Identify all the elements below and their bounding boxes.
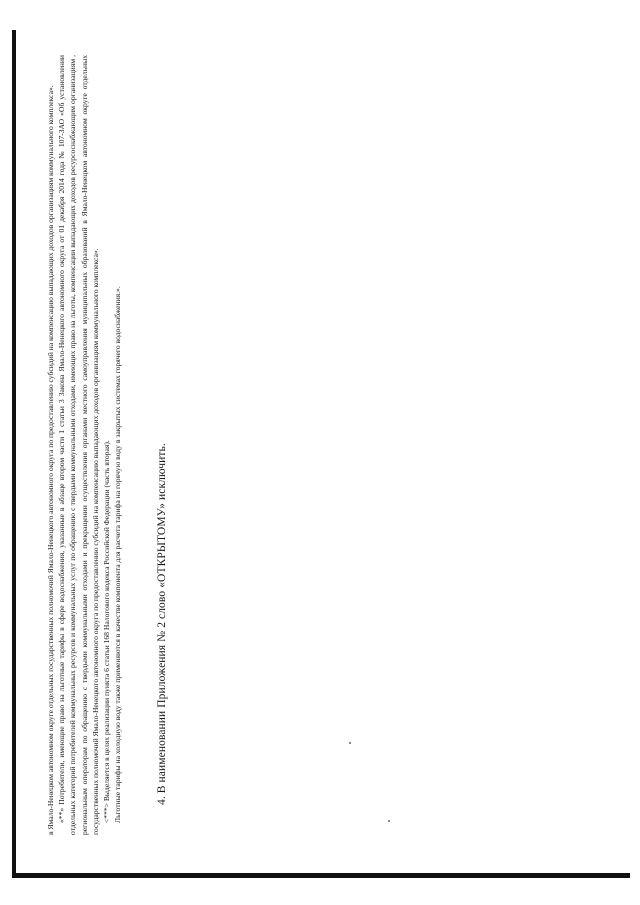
note-paragraph: Льготные тарифы на холодную воду также применяются в качестве компонента для расчета тарифа на горячую воду в закрытых системах горячего водоснабжения.».	[113, 286, 123, 823]
scan-edge-bottom	[12, 873, 630, 878]
footnote-2: «**» Потребители, имеющие право на льготные тарифы в сфере водоснабжения, указанные в абзаце втором части 1 статьи 3 Закона Ямало-Ненецкого автономного округа от 01 декабря 2014 года № 107-ЗАО «Об установлении отдельных категорий потребителей коммунальных ресурсов и коммунальных услуг по обращению с твердыми коммунальными отходами, имеющих право на льготы, компенсации выпадающих доходов ресурсоснабжающим организациям , региональным операторам по обращению с твердыми коммунальными отходами и прекращении осуществления органами местного самоуправления муниципальных образований в Ямало-Ненецком автономном округе отдельных государственных полномочий Ямало-Ненецкого автономного округа по предоставлению субсидий на компенсацию выпадающих доходов организациям коммунального комплекса».	[57, 55, 100, 835]
scan-edge-left	[12, 30, 16, 878]
paragraph-continuation: в Ямало-Ненецком автономном округе отдельных государственных полномочий Ямало-Ненецкого автономного округа по предоставлению субсидий на компенсацию выпадающих доходов организациям коммунального комплекса».	[46, 85, 55, 835]
footnote-3: <***> Выделяется в целях реализации пункта 6 статьи 168 Налогового кодекса Российской Федерации (часть вторая).	[102, 440, 112, 823]
rotated-text-block	[45, 55, 169, 835]
scan-speck	[388, 820, 390, 822]
amendment-item-4: 4. В наименовании Приложения № 2 слово «ОТКРЫТОМУ» исключить.	[156, 443, 169, 805]
scan-speck	[349, 742, 351, 744]
